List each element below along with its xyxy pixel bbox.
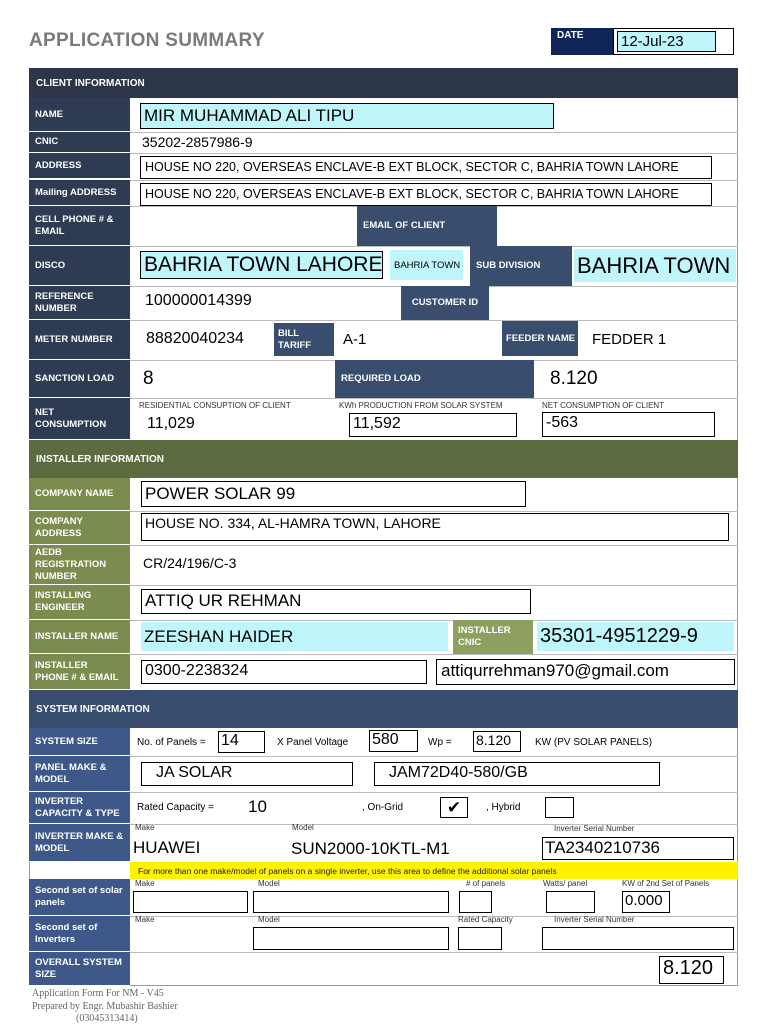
address-field[interactable]: HOUSE NO 220, OVERSEAS ENCLAVE-B EXT BLOCK, SECTOR C, BAHRIA TOWN LAHORE — [140, 156, 712, 179]
ongrid-caption: , On-Grid — [362, 802, 404, 813]
company-address-field[interactable]: HOUSE NO. 334, AL-HAMRA TOWN, LAHORE — [141, 513, 729, 541]
hybrid-checkbox[interactable] — [545, 797, 574, 818]
inverter-make-field[interactable]: HUAWEI — [133, 838, 201, 857]
residential-consumption-field[interactable]: 11,029 — [147, 415, 195, 432]
email-of-client-label: EMAIL OF CLIENT — [357, 206, 497, 246]
panels-field[interactable]: 14 — [218, 731, 265, 753]
system-size-label: SYSTEM SIZE — [29, 728, 130, 756]
net-consumption-caption: NET CONSUMPTION OF CLIENT — [542, 401, 665, 410]
mailing-address-field[interactable]: HOUSE NO 220, OVERSEAS ENCLAVE-B EXT BLOCK, SECTOR C, BAHRIA TOWN LAHORE — [140, 183, 712, 206]
second-panels-make-field[interactable] — [133, 891, 248, 913]
installer-email-field[interactable]: attiqurrehman970@gmail.com — [436, 659, 735, 685]
company-name-label: COMPANY NAME — [29, 478, 130, 511]
kw2-field[interactable]: 0.000 — [622, 891, 670, 913]
watts-caption: Watts/ panel — [543, 879, 588, 888]
second-inverters-serial-caption: Inverter Serial Number — [554, 915, 635, 924]
phone-email-label: CELL PHONE # & EMAIL — [29, 206, 130, 246]
kw2-caption: KW of 2nd Set of Panels — [622, 879, 710, 888]
subdivision-field[interactable]: BAHRIA TOWN — [574, 249, 736, 282]
row-divider — [130, 320, 738, 321]
row-divider — [130, 545, 738, 546]
model-caption: Model — [292, 823, 314, 832]
installer-cnic-label: INSTALLER CNIC — [453, 620, 533, 654]
system-kw-field[interactable]: 8.120 — [473, 731, 521, 752]
panel-make-field[interactable]: JA SOLAR — [141, 762, 353, 786]
sanction-load-label: SANCTION LOAD — [29, 360, 130, 398]
rated-capacity-caption: Rated Capacity = — [137, 802, 214, 813]
installer-phone-email-label: INSTALLER PHONE # & EMAIL — [29, 654, 130, 690]
name-field[interactable]: MIR MUHAMMAD ALI TIPU — [140, 103, 554, 129]
inverter-make-label: INVERTER MAKE & MODEL — [29, 824, 130, 862]
row-divider — [130, 824, 738, 825]
bill-tariff-label: BILL TARIFF — [274, 323, 334, 356]
feeder-name-label: FEEDER NAME — [502, 321, 578, 356]
row-divider — [130, 654, 738, 655]
meter-number-label: METER NUMBER — [29, 320, 130, 360]
sanction-load-field[interactable]: 8 — [143, 368, 154, 389]
footer-phone: (03045313414) — [76, 1013, 138, 1024]
additional-panels-note: For more than one make/model of panels on a single inverter, use this area to define the additional solar panels — [130, 862, 738, 879]
company-name-field[interactable]: POWER SOLAR 99 — [141, 481, 526, 507]
second-panels-make-caption: Make — [135, 879, 155, 888]
date-field[interactable]: 12-Jul-23 — [617, 31, 716, 52]
inverter-serial-field[interactable]: TA2340210736 — [542, 837, 734, 860]
kwh-production-field[interactable]: 11,592 — [349, 413, 517, 437]
client-section-header: CLIENT INFORMATION — [29, 68, 738, 98]
second-panels-model-caption: Model — [258, 879, 280, 888]
reference-number-label: REFERENCE NUMBER — [29, 286, 130, 320]
reference-number-field[interactable]: 100000014399 — [145, 292, 252, 309]
row-divider — [130, 153, 738, 154]
wp-caption: Wp = — [428, 737, 452, 748]
kw-caption: KW (PV SOLAR PANELS) — [535, 737, 653, 748]
date-label: DATE — [551, 28, 613, 55]
inverter-capacity-label: INVERTER CAPACITY & TYPE — [29, 792, 130, 824]
system-section-header: SYSTEM INFORMATION — [29, 690, 738, 728]
watts-field[interactable] — [546, 891, 595, 913]
disco-label: DISCO — [29, 246, 130, 286]
num-panels-field[interactable] — [459, 891, 492, 913]
disco-short-field[interactable]: BAHRIA TOWN — [390, 250, 463, 280]
row-divider — [130, 132, 738, 133]
second-panels-model-field[interactable] — [253, 891, 449, 913]
kwh-production-caption: KWh PRODUCTION FROM SOLAR SYSTEM — [339, 401, 503, 410]
row-divider — [130, 620, 738, 621]
required-load-field[interactable]: 8.120 — [550, 368, 598, 389]
rated-capacity-caption: Rated Capacity — [458, 915, 513, 924]
installer-name-field[interactable]: ZEESHAN HAIDER — [141, 622, 448, 651]
subdivision-label: SUB DIVISION — [470, 246, 572, 286]
row-divider — [130, 952, 738, 953]
panels-caption: No. of Panels = — [137, 737, 206, 748]
cnic-label: CNIC — [29, 132, 130, 153]
footer-prepared-by: Prepared by Engr. Mubashir Bashier — [32, 1001, 178, 1012]
meter-number-field[interactable]: 88820040234 — [146, 330, 244, 347]
num-panels-caption: # of panels — [466, 879, 506, 888]
row-divider — [130, 916, 738, 917]
aedb-registration-label: AEDB REGISTRATION NUMBER — [29, 545, 130, 585]
net-consumption-label: NET CONSUMPTION — [29, 398, 130, 440]
row-divider — [130, 756, 738, 757]
second-inverters-model-field[interactable] — [253, 927, 449, 950]
second-inverters-serial-field[interactable] — [542, 927, 734, 950]
installer-section-header: INSTALLER INFORMATION — [29, 440, 738, 478]
feeder-name-field[interactable]: FEDDER 1 — [592, 331, 667, 348]
second-inverters-label: Second set of Inverters — [29, 916, 130, 952]
inverter-model-field[interactable]: SUN2000-10KTL-M1 — [291, 839, 450, 858]
bill-tariff-field[interactable]: A-1 — [343, 331, 367, 348]
residential-consumption-caption: RESIDENTIAL CONSUPTION OF CLIENT — [139, 401, 291, 410]
row-divider — [130, 398, 738, 399]
row-divider — [130, 585, 738, 586]
overall-size-field[interactable]: 8.120 — [659, 956, 724, 984]
required-load-label: REQUIRED LOAD — [335, 360, 534, 398]
address-label: ADDRESS — [29, 153, 130, 179]
net-consumption-field[interactable]: -563 — [542, 412, 715, 437]
installer-cnic-field[interactable]: 35301-4951229-9 — [537, 622, 734, 651]
disco-field[interactable]: BAHRIA TOWN LAHORE — [140, 251, 383, 279]
row-divider — [130, 180, 738, 181]
panel-model-field[interactable]: JAM72D40-580/GB — [374, 762, 660, 786]
second-inverters-rated-field[interactable] — [458, 927, 502, 950]
installer-name-label: INSTALLER NAME — [29, 620, 130, 654]
aedb-registration-field[interactable]: CR/24/196/C-3 — [143, 555, 237, 571]
mailing-address-label: Mailing ADDRESS — [29, 180, 130, 206]
make-caption: Make — [135, 823, 155, 832]
row-divider — [130, 792, 738, 793]
panel-voltage-caption: X Panel Voltage — [277, 737, 349, 748]
panel-make-label: PANEL MAKE & MODEL — [29, 756, 130, 792]
second-inverters-make-caption: Make — [135, 915, 155, 924]
cnic-field[interactable]: 35202-2857986-9 — [142, 134, 253, 150]
ongrid-checkbox[interactable]: ✔ — [440, 797, 468, 818]
overall-size-label: OVERALL SYSTEM SIZE — [29, 952, 130, 986]
company-address-label: COMPANY ADDRESS — [29, 511, 130, 545]
rated-capacity-field[interactable]: 10 — [248, 797, 267, 816]
row-divider — [130, 246, 738, 247]
hybrid-caption: , Hybrid — [486, 802, 521, 813]
row-divider — [130, 511, 738, 512]
second-inverters-model-caption: Model — [258, 915, 280, 924]
serial-caption: Inverter Serial Number — [554, 824, 635, 833]
panel-voltage-field[interactable]: 580 — [369, 730, 418, 752]
installing-engineer-label: INSTALLING ENGINEER — [29, 585, 130, 620]
footer-form-version: Application Form For NM - V45 — [32, 988, 164, 999]
customer-id-label: CUSTOMER ID — [401, 286, 489, 320]
name-label: NAME — [29, 98, 130, 132]
page-title: APPLICATION SUMMARY — [29, 30, 265, 51]
second-panels-label: Second set of solar panels — [29, 879, 130, 916]
installing-engineer-field[interactable]: ATTIQ UR REHMAN — [141, 589, 531, 614]
installer-phone-field[interactable]: 0300-2238324 — [141, 660, 427, 684]
